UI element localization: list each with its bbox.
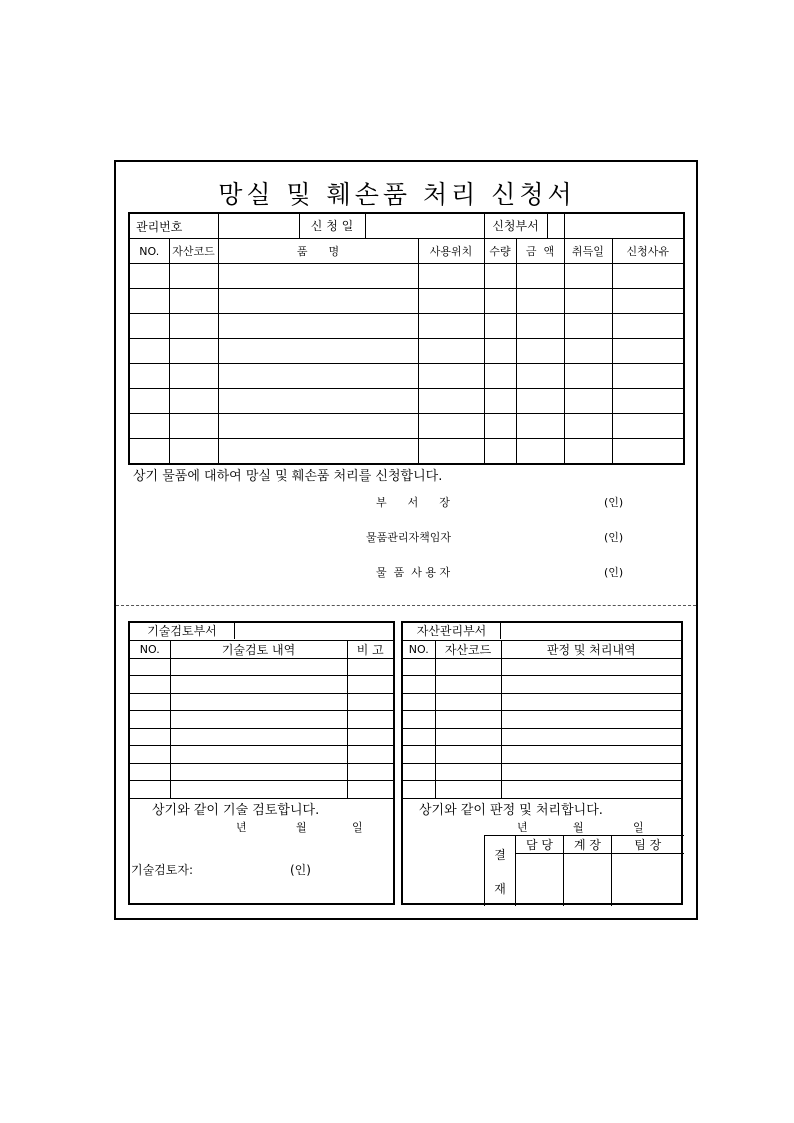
approval-sign-cell[interactable] [516,854,564,906]
table-cell[interactable] [516,264,564,289]
table-row [129,439,684,464]
asset-dept-field[interactable] [501,623,681,639]
table-cell[interactable] [169,389,218,414]
apply-dept-field-a[interactable] [548,214,564,238]
sign-label-user: 물 품 사 용 자 [376,566,451,579]
table-cell[interactable] [130,728,170,746]
header-row [129,213,684,239]
col-header: NO. [130,640,170,658]
table-cell[interactable] [170,676,347,694]
table-row [129,414,684,439]
table-cell[interactable] [347,658,393,676]
table-row [403,658,681,676]
apply-dept-label: 신청부서 [485,214,548,238]
table-row [130,746,393,764]
table-cell[interactable] [347,781,393,799]
asset-date-year: 년 [517,821,528,834]
table-cell[interactable] [484,364,516,389]
table-row [403,746,681,764]
table-row [130,728,393,746]
tech-dept-field[interactable] [235,623,393,639]
table-cell[interactable] [435,763,501,781]
apply-date-field[interactable] [366,214,484,238]
table-cell[interactable] [564,364,612,389]
table-cell[interactable] [484,414,516,439]
table-cell[interactable] [129,414,169,439]
tech-review-box [128,621,395,905]
table-cell[interactable] [347,746,393,764]
approval-col-header: 계 장 [564,836,612,854]
table-cell[interactable] [170,728,347,746]
col-header: 자산코드 [435,640,501,658]
table-cell[interactable] [403,676,435,694]
approval-col-header: 담 당 [516,836,564,854]
approval-sign-cell[interactable] [612,854,684,906]
table-cell[interactable] [516,414,564,439]
table-cell[interactable] [170,693,347,711]
table-cell[interactable] [435,676,501,694]
col-header: 수량 [484,239,516,264]
table-cell[interactable] [218,364,418,389]
apply-dept-field[interactable] [564,213,684,239]
table-cell[interactable] [347,693,393,711]
table-cell[interactable] [418,339,484,364]
table-cell[interactable] [501,676,681,694]
table-cell[interactable] [347,711,393,729]
table-cell[interactable] [169,339,218,364]
apply-date-label: 신 청 일 [300,214,366,238]
table-cell[interactable] [516,314,564,339]
table-cell[interactable] [129,439,169,464]
table-cell[interactable] [218,314,418,339]
col-header: 금 액 [516,239,564,264]
table-cell[interactable] [418,389,484,414]
table-cell[interactable] [418,439,484,464]
table-cell[interactable] [418,414,484,439]
seal-mark: (인) [290,863,311,877]
seal-mark: (인) [604,531,624,544]
approval-col-header: 팀 장 [612,836,684,854]
table-cell[interactable] [484,314,516,339]
table-cell[interactable] [403,746,435,764]
approval-sign-cell[interactable] [564,854,612,906]
approval-stamp-label: 결 재 [485,836,516,906]
table-cell[interactable] [170,711,347,729]
table-cell[interactable] [170,658,347,676]
table-cell[interactable] [418,364,484,389]
table-cell[interactable] [218,339,418,364]
col-header: NO. [403,640,435,658]
table-cell[interactable] [218,289,418,314]
col-header: 자산코드 [169,239,218,264]
table-cell[interactable] [169,439,218,464]
table-cell[interactable] [347,763,393,781]
table-row [129,264,684,289]
col-header: 사용위치 [418,239,484,264]
table-cell[interactable] [501,711,681,729]
table-cell[interactable] [516,389,564,414]
asset-statement: 상기와 같이 판정 및 처리합니다. [419,803,603,818]
table-cell[interactable] [564,264,612,289]
table-cell[interactable] [435,693,501,711]
table-cell[interactable] [403,711,435,729]
seal-mark: (인) [604,496,624,509]
table-cell[interactable] [435,728,501,746]
tech-date-month: 월 [296,821,307,834]
table-cell[interactable] [403,693,435,711]
asset-mgmt-box [401,621,683,905]
table-cell[interactable] [501,781,681,799]
table-cell[interactable] [501,728,681,746]
table-row [403,711,681,729]
table-cell[interactable] [418,289,484,314]
table-cell[interactable] [130,693,170,711]
seal-mark: (인) [604,566,624,579]
table-cell[interactable] [418,314,484,339]
table-cell[interactable] [435,746,501,764]
asset-dept-label: 자산관리부서 [403,623,501,639]
table-cell[interactable] [130,781,170,799]
table-cell[interactable] [129,339,169,364]
table-cell[interactable] [218,389,418,414]
col-header: 비 고 [347,640,393,658]
tech-date-day: 일 [352,821,363,834]
sign-label-dept-head: 부 서 장 [376,496,450,509]
table-cell[interactable] [169,289,218,314]
col-header: NO. [129,239,169,264]
table-row [130,693,393,711]
table-cell[interactable] [130,746,170,764]
table-cell[interactable] [612,289,684,314]
table-cell[interactable] [516,339,564,364]
table-cell[interactable] [403,728,435,746]
table-cell[interactable] [169,414,218,439]
table-cell[interactable] [403,658,435,676]
table-cell[interactable] [435,711,501,729]
table-cell[interactable] [612,314,684,339]
table-cell[interactable] [516,439,564,464]
table-cell[interactable] [403,763,435,781]
table-cell[interactable] [170,763,347,781]
table-cell[interactable] [129,264,169,289]
asset-date-month: 월 [573,821,584,834]
col-header: 품 명 [218,239,418,264]
table-row [403,728,681,746]
table-cell[interactable] [484,264,516,289]
tech-reviewer-label: 기술검토자: [131,863,194,877]
table-cell[interactable] [130,763,170,781]
col-header: 판정 및 처리내역 [501,640,681,658]
table-cell[interactable] [169,264,218,289]
table-cell[interactable] [129,289,169,314]
mgmt-no-field[interactable] [219,214,300,238]
table-row [129,339,684,364]
table-cell[interactable] [418,264,484,289]
mgmt-no-label: 관리번호 [129,213,218,239]
table-row [403,676,681,694]
table-cell[interactable] [129,364,169,389]
table-row [403,693,681,711]
table-row [129,289,684,314]
table-cell[interactable] [130,711,170,729]
table-cell[interactable] [130,676,170,694]
column-header-row [129,239,684,264]
table-cell[interactable] [169,314,218,339]
table-cell[interactable] [435,658,501,676]
table-cell[interactable] [218,439,418,464]
table-cell[interactable] [501,658,681,676]
table-cell[interactable] [564,389,612,414]
table-row [129,364,684,389]
table-cell[interactable] [170,781,347,799]
table-cell[interactable] [435,781,501,799]
table-cell[interactable] [169,364,218,389]
table-cell[interactable] [516,289,564,314]
table-row [130,781,393,799]
table-row [130,763,393,781]
table-row [130,711,393,729]
asset-mgmt-table [403,623,681,799]
sign-label-manager: 물품관리자책임자 [366,531,452,544]
tech-review-table [130,623,393,799]
asset-date-day: 일 [633,821,644,834]
col-header: 취득일 [564,239,612,264]
table-cell[interactable] [612,339,684,364]
table-cell[interactable] [612,439,684,464]
table-cell[interactable] [484,439,516,464]
approval-table [484,835,684,906]
table-cell[interactable] [129,389,169,414]
tech-dept-label: 기술검토부서 [130,623,235,639]
table-cell[interactable] [130,658,170,676]
table-cell[interactable] [564,314,612,339]
request-statement: 상기 물품에 대하여 망실 및 훼손품 처리를 신청합니다. [133,469,443,484]
table-row [130,658,393,676]
table-cell[interactable] [564,439,612,464]
table-row [403,781,681,799]
table-cell[interactable] [501,693,681,711]
table-cell[interactable] [347,676,393,694]
table-row [403,763,681,781]
table-cell[interactable] [501,746,681,764]
table-cell[interactable] [564,339,612,364]
table-cell[interactable] [218,264,418,289]
tech-date-year: 년 [236,821,247,834]
table-cell[interactable] [564,414,612,439]
cut-line [116,605,696,606]
form-title: 망실 및 훼손품 처리 신청서 [218,180,576,209]
table-cell[interactable] [403,781,435,799]
table-row [129,314,684,339]
table-cell[interactable] [612,414,684,439]
items-table [128,212,685,465]
tech-statement: 상기와 같이 기술 검토합니다. [152,803,320,818]
table-cell[interactable] [612,364,684,389]
table-cell[interactable] [484,289,516,314]
col-header: 신청사유 [612,239,684,264]
table-cell[interactable] [170,746,347,764]
table-cell[interactable] [612,389,684,414]
table-row [129,389,684,414]
table-cell[interactable] [218,414,418,439]
table-cell[interactable] [501,763,681,781]
table-cell[interactable] [516,364,564,389]
table-cell[interactable] [347,728,393,746]
table-cell[interactable] [612,264,684,289]
table-cell[interactable] [564,289,612,314]
table-cell[interactable] [129,314,169,339]
table-row [130,676,393,694]
table-cell[interactable] [484,339,516,364]
col-header: 기술검토 내역 [170,640,347,658]
table-cell[interactable] [484,389,516,414]
